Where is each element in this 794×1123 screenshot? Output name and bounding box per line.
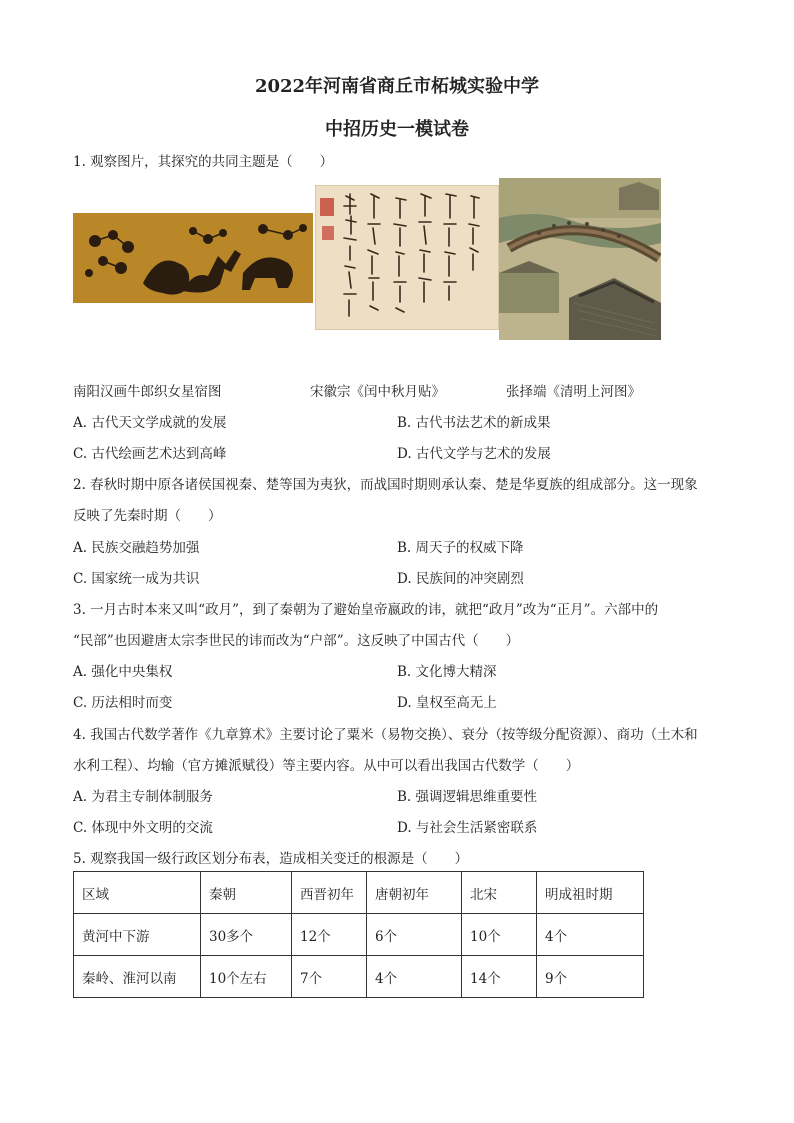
table-header-cell: 北宋 [462,872,537,914]
q2-stem-line1: 2. 春秋时期中原各诸侯国视秦、楚等国为夷狄，而战国时期则承认秦、楚是华夏族的组成部分。这一现象 [73,477,698,493]
q3-option-d[interactable]: D. 皇权至高无上 [397,695,497,711]
q1-option-a[interactable]: A. 古代天文学成就的发展 [73,415,227,431]
table-cell: 9个 [537,956,644,998]
han-stone-relief-constellation-image [73,213,313,303]
q1-caption-3: 张择端《清明上河图》 [506,384,641,400]
q4-stem-line2: 水利工程）、均输（官方摊派赋役）等主要内容。从中可以看出我国古代数学（ ） [73,758,580,774]
table-header-cell: 秦朝 [201,872,292,914]
table-header-cell: 区域 [74,872,201,914]
q3-option-c[interactable]: C. 历法相时而变 [73,695,173,711]
table-cell: 6个 [367,914,462,956]
q1-stem: 1. 观察图片，其探究的共同主题是（ ） [73,154,334,170]
table-cell: 4个 [367,956,462,998]
table-header-cell: 唐朝初年 [367,872,462,914]
table-header-cell: 西晋初年 [292,872,367,914]
table-cell: 秦岭、淮河以南 [74,956,201,998]
q3-option-b[interactable]: B. 文化博大精深 [397,664,497,680]
q2-option-d[interactable]: D. 民族间的冲突剧烈 [397,571,524,587]
q2-option-a[interactable]: A. 民族交融趋势加强 [73,540,200,556]
table-cell: 30多个 [201,914,292,956]
paper-title-line1: 2022年河南省商丘市柘城实验中学 [254,76,540,97]
q3-stem-line2: “民部”也因避唐太宗李世民的讳而改为“户部”。这反映了中国古代（ ） [73,633,520,649]
table-cell: 4个 [537,914,644,956]
q1-option-d[interactable]: D. 古代文学与艺术的发展 [397,446,551,462]
qingming-painting-image [499,178,661,340]
table-row [74,956,644,998]
q2-stem-line2: 反映了先秦时期（ ） [73,508,222,524]
table-header-row [74,872,644,914]
calligraphy-image [315,185,499,330]
table-cell: 10个左右 [201,956,292,998]
table-cell: 7个 [292,956,367,998]
q3-option-a[interactable]: A. 强化中央集权 [73,664,173,680]
q1-caption-1: 南阳汉画牛郎织女星宿图 [73,384,222,400]
q1-caption-2: 宋徽宗《闰中秋月贴》 [310,384,445,400]
q1-option-b[interactable]: B. 古代书法艺术的新成果 [397,415,551,431]
table-row [74,914,644,956]
q4-option-d[interactable]: D. 与社会生活紧密联系 [397,820,538,836]
q4-stem-line1: 4. 我国古代数学著作《九章算术》主要讨论了粟米（易物交换）、衰分（按等级分配资源）、商功（土木和 [73,727,698,743]
q1-option-c[interactable]: C. 古代绘画艺术达到高峰 [73,446,227,462]
q3-stem-line1: 3. 一月古时本来又叫“政月”，到了秦朝为了避始皇帝嬴政的讳，就把“政月”改为“正月”。六部中的 [73,602,659,618]
q2-option-c[interactable]: C. 国家统一成为共识 [73,571,200,587]
table-cell: 12个 [292,914,367,956]
q4-option-b[interactable]: B. 强调逻辑思维重要性 [397,789,538,805]
q4-option-a[interactable]: A. 为君主专制体制服务 [73,789,213,805]
q4-option-c[interactable]: C. 体现中外文明的交流 [73,820,213,836]
table-header-cell: 明成祖时期 [537,872,644,914]
table-cell: 黄河中下游 [74,914,201,956]
paper-title-line2: 中招历史一模试卷 [325,119,469,140]
table-cell: 14个 [462,956,537,998]
q5-table [73,871,644,998]
table-cell: 10个 [462,914,537,956]
q2-option-b[interactable]: B. 周天子的权威下降 [397,540,524,556]
q5-stem: 5. 观察我国一级行政区划分布表，造成相关变迁的根源是（ ） [73,851,469,867]
